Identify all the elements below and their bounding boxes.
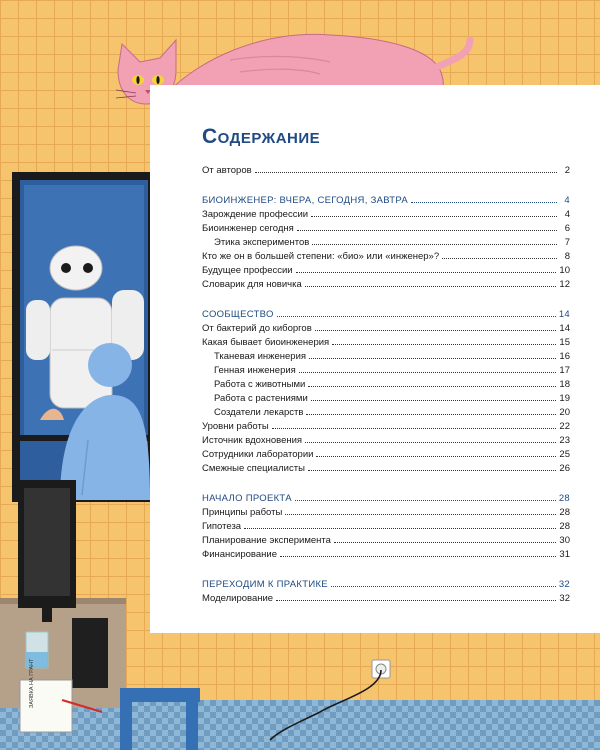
toc-entry-row[interactable] <box>202 163 570 177</box>
dot-leader <box>315 321 557 331</box>
dot-leader <box>332 335 556 345</box>
toc-page-number: 31 <box>559 549 570 560</box>
toc-section-row[interactable] <box>202 491 570 505</box>
window-illustration <box>12 172 152 502</box>
toc-entry-label: Словарик для новичка <box>202 279 302 290</box>
toc-entry-label: Кто же он в большей степени: «био» или «инженер»? <box>202 251 440 262</box>
notepad-text <box>29 658 35 708</box>
toc-entry-row[interactable] <box>202 461 570 475</box>
dot-leader <box>306 405 556 415</box>
toc-page-number: 23 <box>559 435 570 446</box>
toc-entry-label: Работа с растениями <box>214 393 308 404</box>
toc-page-number: 6 <box>564 223 570 234</box>
toc-entry-label: Планирование эксперимента <box>202 535 331 546</box>
dot-leader <box>280 547 556 557</box>
toc-entry-row[interactable] <box>202 547 570 561</box>
toc-entry-row[interactable] <box>202 207 570 221</box>
dot-leader <box>295 491 556 501</box>
page-title: Содержание <box>202 125 321 148</box>
dot-leader <box>334 533 556 543</box>
toc-page-number: 17 <box>559 365 570 376</box>
toc-section-row[interactable] <box>202 193 570 207</box>
toc-entry-label: БИОИНЖЕНЕР: ВЧЕРА, СЕГОДНЯ, ЗАВТРА <box>202 195 408 206</box>
toc-entry-row[interactable] <box>202 405 570 419</box>
svg-text:ЗАЯВКА НА ГРАНТ: ЗАЯВКА НА ГРАНТ <box>29 658 35 708</box>
dot-leader <box>272 419 557 429</box>
dot-leader <box>305 433 556 443</box>
toc-entry-label: ПЕРЕХОДИМ К ПРАКТИКЕ <box>202 579 328 590</box>
toc-page-number: 4 <box>564 209 570 220</box>
toc-entry-row[interactable] <box>202 363 570 377</box>
dot-leader <box>297 221 557 231</box>
toc-page-number: 19 <box>559 393 570 404</box>
toc-entry-row[interactable] <box>202 447 570 461</box>
toc-page-number: 2 <box>564 165 570 176</box>
toc-entry-row[interactable] <box>202 321 570 335</box>
toc-page-number: 32 <box>559 593 570 604</box>
toc-entry-label: Создатели лекарств <box>214 407 304 418</box>
toc-page-number: 18 <box>559 379 570 390</box>
dot-leader <box>244 519 556 529</box>
toc-entry-row[interactable] <box>202 235 570 249</box>
toc-page-number: 16 <box>559 351 570 362</box>
toc-page-number: 20 <box>559 407 570 418</box>
toc-entry-row[interactable] <box>202 277 570 291</box>
dot-leader <box>309 349 556 359</box>
toc-page-number: 28 <box>559 507 570 518</box>
dot-leader <box>312 235 557 245</box>
toc-entry-label: Финансирование <box>202 549 277 560</box>
toc-entry-label: Генная инженерия <box>214 365 296 376</box>
toc-entry-label: Источник вдохновения <box>202 435 303 446</box>
toc-entry-row[interactable] <box>202 377 570 391</box>
toc-entry-row[interactable] <box>202 505 570 519</box>
toc-entry-row[interactable] <box>202 263 570 277</box>
toc-entry-label: Смежные специалисты <box>202 463 305 474</box>
toc-section-row[interactable] <box>202 307 570 321</box>
dot-leader <box>299 363 557 373</box>
toc-section-row[interactable] <box>202 577 570 591</box>
toc-entry-label: Будущее профессии <box>202 265 293 276</box>
toc-page-number: 30 <box>559 535 570 546</box>
toc-page-number: 25 <box>559 449 570 460</box>
toc-entry-row[interactable] <box>202 391 570 405</box>
dot-leader <box>311 207 557 217</box>
toc-entry-row[interactable] <box>202 335 570 349</box>
dot-leader <box>308 461 557 471</box>
toc-page-number: 12 <box>559 279 570 290</box>
toc-entry-label: Этика экспериментов <box>214 237 310 248</box>
toc-entry-row[interactable] <box>202 221 570 235</box>
toc-entry-row[interactable] <box>202 533 570 547</box>
toc-page-number: 32 <box>558 579 570 590</box>
dot-leader <box>442 249 557 259</box>
toc-entry-row[interactable] <box>202 433 570 447</box>
toc-entry-label: Зарождение профессии <box>202 209 309 220</box>
dot-leader <box>311 391 557 401</box>
toc-page-number: 14 <box>559 323 570 334</box>
toc-page-number: 22 <box>559 421 570 432</box>
dot-leader <box>296 263 557 273</box>
toc-page-number: 10 <box>559 265 570 276</box>
dot-leader <box>331 577 556 587</box>
toc-entry-label: Принципы работы <box>202 507 283 518</box>
dot-leader <box>411 193 557 203</box>
dot-leader <box>276 591 556 601</box>
toc-entry-row[interactable] <box>202 419 570 433</box>
dot-leader <box>255 163 557 173</box>
toc-page-number: 4 <box>564 195 570 206</box>
dot-leader <box>316 447 556 457</box>
toc-entry-label: НАЧАЛО ПРОЕКТА <box>202 493 292 504</box>
dot-leader <box>308 377 556 387</box>
toc-entry-label: Какая бывает биоинженерия <box>202 337 330 348</box>
toc-entry-label: СООБЩЕСТВО <box>202 309 274 320</box>
toc-page-number: 28 <box>558 493 570 504</box>
dot-leader <box>305 277 557 287</box>
toc-entry-row[interactable] <box>202 249 570 263</box>
dot-leader <box>285 505 556 515</box>
toc-entry-label: Гипотеза <box>202 521 242 532</box>
toc-entry-row[interactable] <box>202 349 570 363</box>
dot-leader <box>277 307 556 317</box>
toc-entry-label: Уровни работы <box>202 421 269 432</box>
toc-entry-row[interactable] <box>202 519 570 533</box>
toc-entry-label: Биоинженер сегодня <box>202 223 294 234</box>
toc-entry-row[interactable] <box>202 591 570 605</box>
toc-entry-label: Сотрудники лаборатории <box>202 449 314 460</box>
toc-entry-label: Работа с животными <box>214 379 306 390</box>
toc-page-number: 26 <box>559 463 570 474</box>
toc-panel <box>150 85 600 633</box>
socket-illustration <box>270 660 390 740</box>
toc-page-number: 8 <box>564 251 570 262</box>
toc-page-number: 7 <box>564 237 570 248</box>
toc-page-number: 15 <box>559 337 570 348</box>
toc-entry-label: От авторов <box>202 165 252 176</box>
toc-entry-label: Моделирование <box>202 593 274 604</box>
toc-entry-label: От бактерий до киборгов <box>202 323 312 334</box>
toc-entry-label: Тканевая инженерия <box>214 351 307 362</box>
toc-page-number: 28 <box>559 521 570 532</box>
toc-page-number: 14 <box>558 309 570 320</box>
